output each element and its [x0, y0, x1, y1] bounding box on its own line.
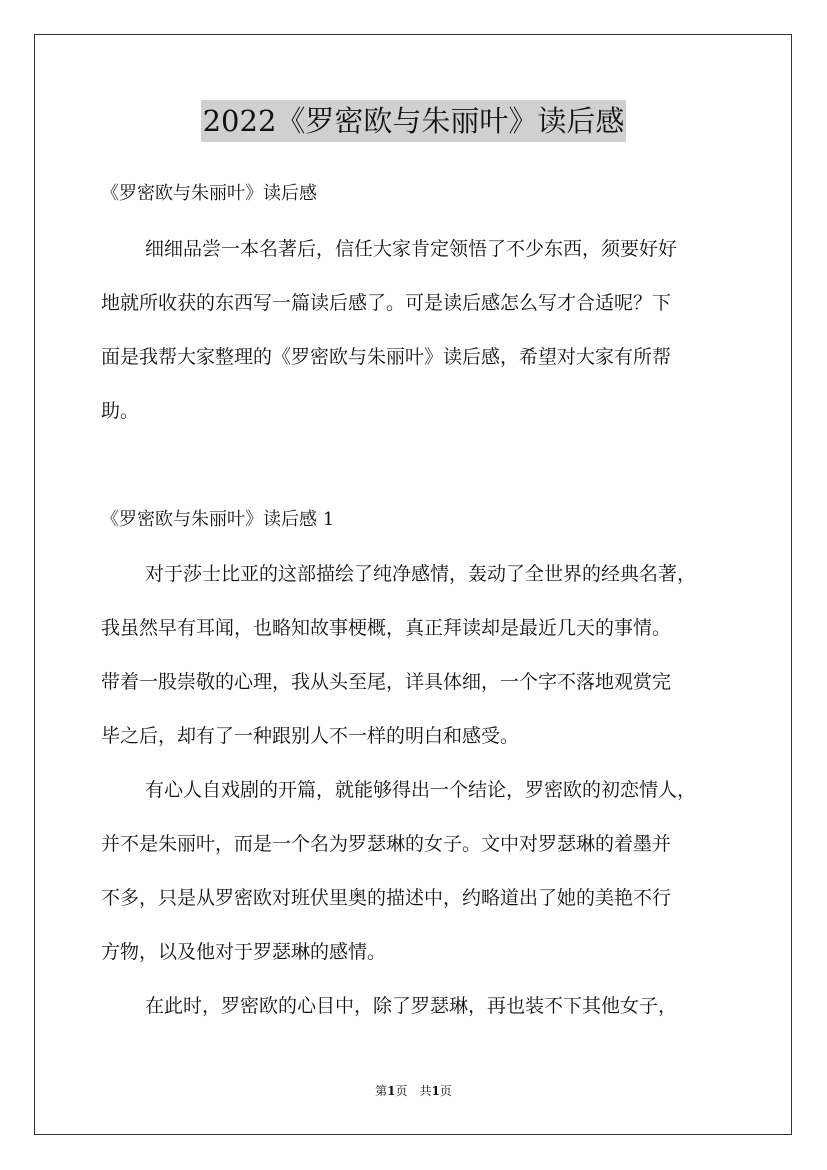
footer-total-suffix: 页: [439, 1084, 452, 1098]
para1-line-3: 带着一股崇敬的心理，我从头至尾，详具体细，一个字不落地观赏完: [101, 671, 672, 693]
intro-line-3: 面是我帮大家整理的《罗密欧与朱丽叶》读后感，希望对大家有所帮: [101, 346, 672, 368]
para1-line-4: 毕之后，却有了一种跟别人不一样的明白和感受。: [101, 725, 520, 747]
footer-prefix: 第: [375, 1084, 388, 1098]
para1-line-1: 对于莎士比亚的这部描绘了纯净感情，轰动了全世界的经典名著，: [145, 563, 697, 585]
footer-page-suffix: 页 共: [395, 1084, 432, 1098]
footer-page-number: 1: [387, 1084, 396, 1098]
intro-line-2: 地就所收获的东西写一篇读后感了。可是读后感怎么写才合适呢？下: [101, 292, 672, 314]
para1-line-2: 我虽然早有耳闻，也略知故事梗概，真正拜读却是最近几天的事情。: [101, 617, 672, 639]
document-subtitle: 《罗密欧与朱丽叶》读后感: [101, 183, 317, 204]
title-container: [0, 100, 827, 142]
para2-line-4: 方物，以及他对于罗瑟琳的感情。: [101, 941, 387, 963]
intro-line-4: 助。: [101, 400, 140, 422]
para2-line-1: 有心人自戏剧的开篇，就能够得出一个结论，罗密欧的初恋情人，: [145, 779, 697, 801]
section-heading: 《罗密欧与朱丽叶》读后感 1: [101, 509, 335, 530]
para2-line-3: 不多，只是从罗密欧对班伏里奥的描述中，约略道出了她的美艳不行: [101, 887, 672, 909]
document-title: 2022《罗密欧与朱丽叶》读后感: [201, 100, 627, 142]
intro-line-1: 细细品尝一本名著后，信任大家肯定领悟了不少东西，须要好好: [145, 238, 678, 260]
para3-line-1: 在此时，罗密欧的心目中，除了罗瑟琳，再也装不下其他女子，: [145, 995, 678, 1017]
footer-total-pages: 1: [431, 1084, 440, 1098]
para2-line-2: 并不是朱丽叶，而是一个名为罗瑟琳的女子。文中对罗瑟琳的着墨并: [101, 833, 672, 855]
page-footer: [0, 1083, 827, 1099]
